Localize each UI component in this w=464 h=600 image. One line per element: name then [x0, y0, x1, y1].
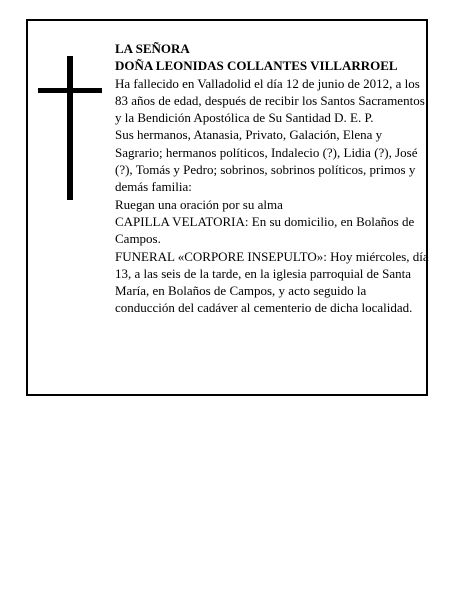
cross-horizontal-bar — [38, 88, 102, 93]
deceased-name: DOÑA LEONIDAS COLLANTES VILLARROEL — [115, 58, 398, 74]
cross-vertical-bar — [67, 56, 73, 200]
funeral-details: FUNERAL «CORPORE INSEPULTO»: Hoy miércoles, día 13, a las seis de la tarde, en la iglesia parroquial de Santa María, en Bolaños de Campos, y acto seguido la conducción del cadáver al cementerio de dicha localidad. — [115, 248, 429, 316]
death-announcement: Ha fallecido en Valladolid el día 12 de junio de 2012, a los 83 años de edad, después de recibir los Santos Sacramentos y la Bendición Apostólica de Su Santidad D. E. P. — [115, 75, 425, 126]
prayer-request: Ruegan una oración por su alma — [115, 196, 283, 212]
heading-title: LA SEÑORA — [115, 41, 190, 56]
notice-body — [115, 40, 429, 317]
cross-icon — [38, 56, 102, 200]
wake-location: CAPILLA VELATORIA: En su domicilio, en Bolaños de Campos. — [115, 213, 415, 247]
obituary-notice — [26, 19, 428, 396]
family-list: Sus hermanos, Atanasia, Privato, Galación, Elena y Sagrario; hermanos políticos, Indalecio (?), Lidia (?), José (?), Tomás y Pedro; sobrinos, sobrinos políticos, primos y demás familia: — [115, 127, 418, 195]
